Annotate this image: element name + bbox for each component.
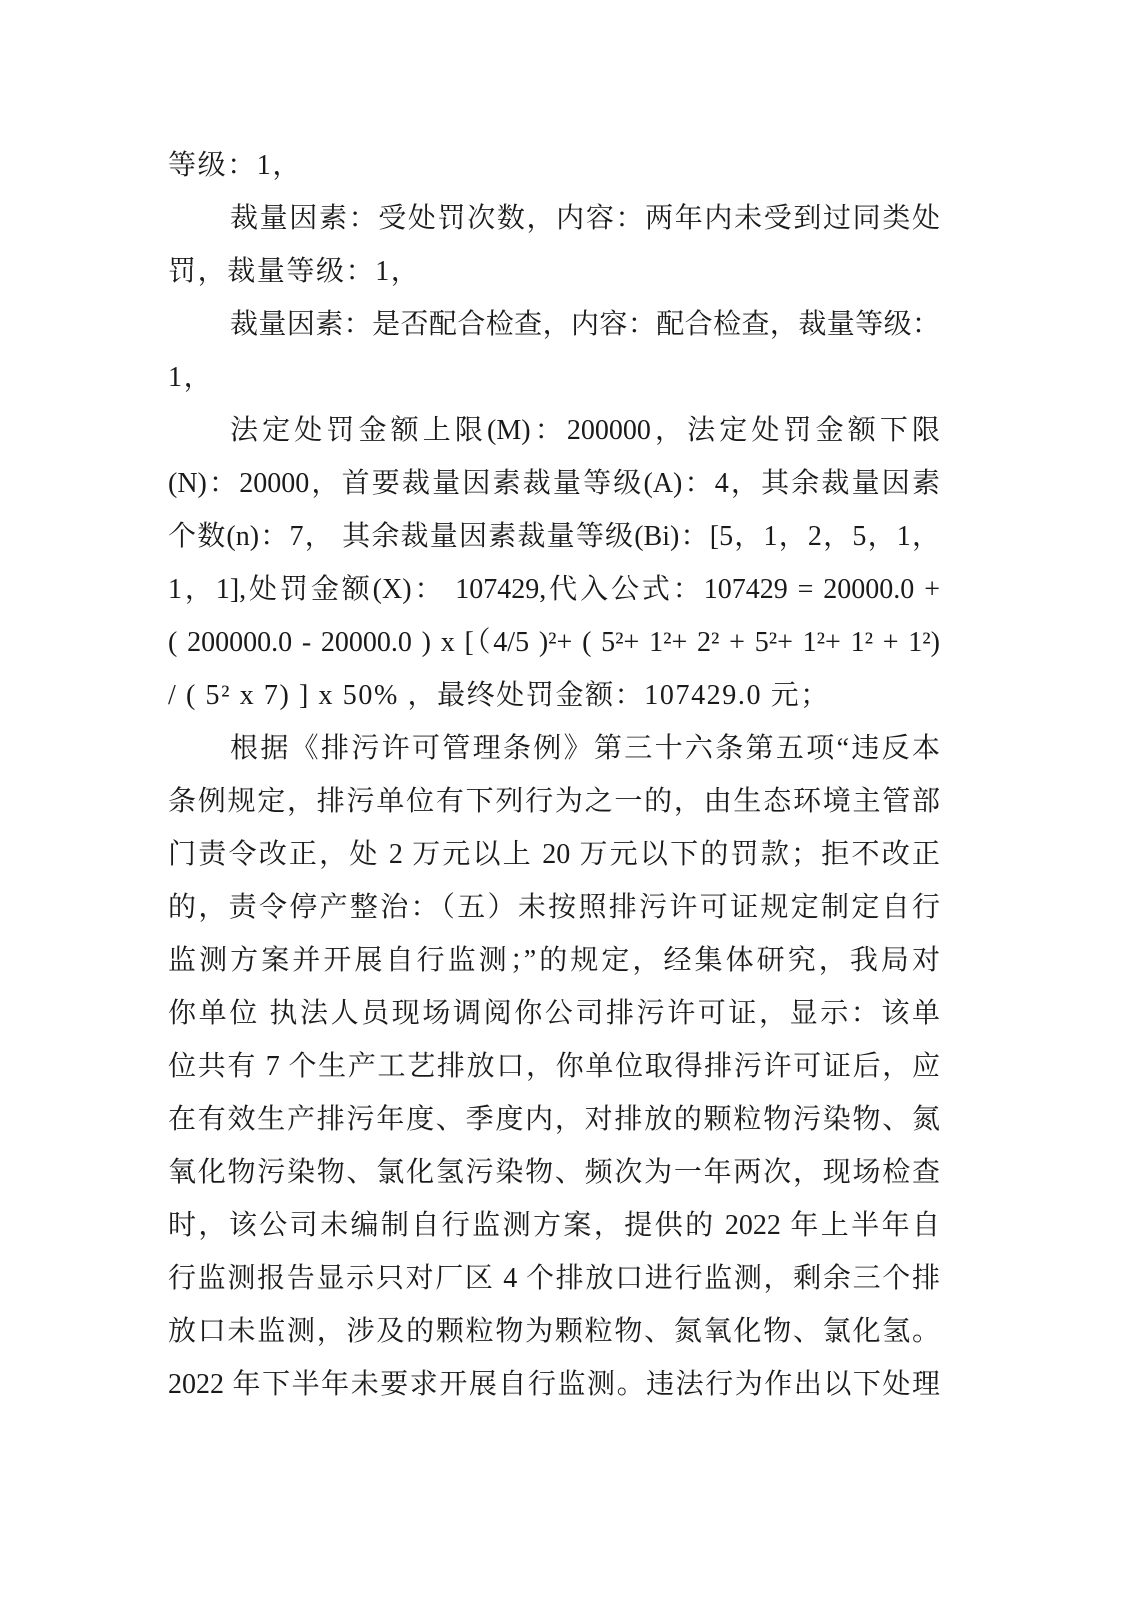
text-line: 罚，裁量等级：1，: [168, 256, 421, 287]
text-line: 等级：1，: [168, 150, 303, 181]
paragraph: [168, 139, 940, 192]
text-line: 你单位 执法人员现场调阅你公司排污许可证，显示：该单: [168, 998, 940, 1029]
text-line: 放口未监测，涉及的颗粒物为颗粒物、氮氧化物、氯化氢。: [168, 1316, 940, 1347]
text-line: (N)：20000，首要裁量因素裁量等级(A)：4，其余裁量因素: [168, 468, 940, 499]
text-line: 2022 年下半年未要求开展自行监测。违法行为作出以下处理: [168, 1369, 940, 1400]
text-line: 法定处罚金额上限(M)：200000，法定处罚金额下限: [230, 415, 940, 446]
document-body: [168, 139, 940, 1411]
text-line: ( 200000.0 - 20000.0 ) x [（4/5 )²+ ( 5²+ 1²+ 2² + 5²+ 1²+ 1² + 1²): [168, 627, 940, 658]
text-line: 的，责令停产整治：（五）未按照排污许可证规定制定自行: [168, 892, 940, 923]
text-line: 裁量因素：受处罚次数，内容：两年内未受到过同类处: [230, 203, 940, 234]
text-line: 在有效生产排污年度、季度内，对排放的颗粒物污染物、氮: [168, 1104, 940, 1135]
text-line: 个数(n)：7， 其余裁量因素裁量等级(Bi)：[5，1，2，5，1，: [168, 521, 940, 552]
paragraph: [168, 192, 940, 298]
text-line: 门责令改正，处 2 万元以上 20 万元以下的罚款；拒不改正: [168, 839, 940, 870]
text-line: 1，: [168, 362, 214, 393]
text-line: 监测方案并开展自行监测；”的规定，经集体研究，我局对: [168, 945, 940, 976]
text-line: 时，该公司未编制自行监测方案，提供的 2022 年上半年自: [168, 1210, 940, 1241]
text-line: 位共有 7 个生产工艺排放口，你单位取得排污许可证后，应: [168, 1051, 940, 1082]
paragraph: [168, 404, 940, 722]
text-line: 1，1],处罚金额(X)： 107429,代入公式：107429 = 20000.0 +: [168, 574, 940, 605]
text-line: 行监测报告显示只对厂区 4 个排放口进行监测，剩余三个排: [168, 1263, 940, 1294]
text-line: 根据《排污许可管理条例》第三十六条第五项“违反本: [230, 733, 940, 764]
text-line: / ( 5² x 7) ] x 50% ，最终处罚金额：107429.0 元；: [168, 680, 830, 711]
text-line: 氧化物污染物、氯化氢污染物、频次为一年两次，现场检查: [168, 1157, 940, 1188]
paragraph: [168, 722, 940, 1411]
text-line: 条例规定，排污单位有下列行为之一的，由生态环境主管部: [168, 786, 940, 817]
text-line: 裁量因素：是否配合检查，内容：配合检查，裁量等级：: [230, 309, 940, 340]
paragraph: [168, 298, 940, 404]
